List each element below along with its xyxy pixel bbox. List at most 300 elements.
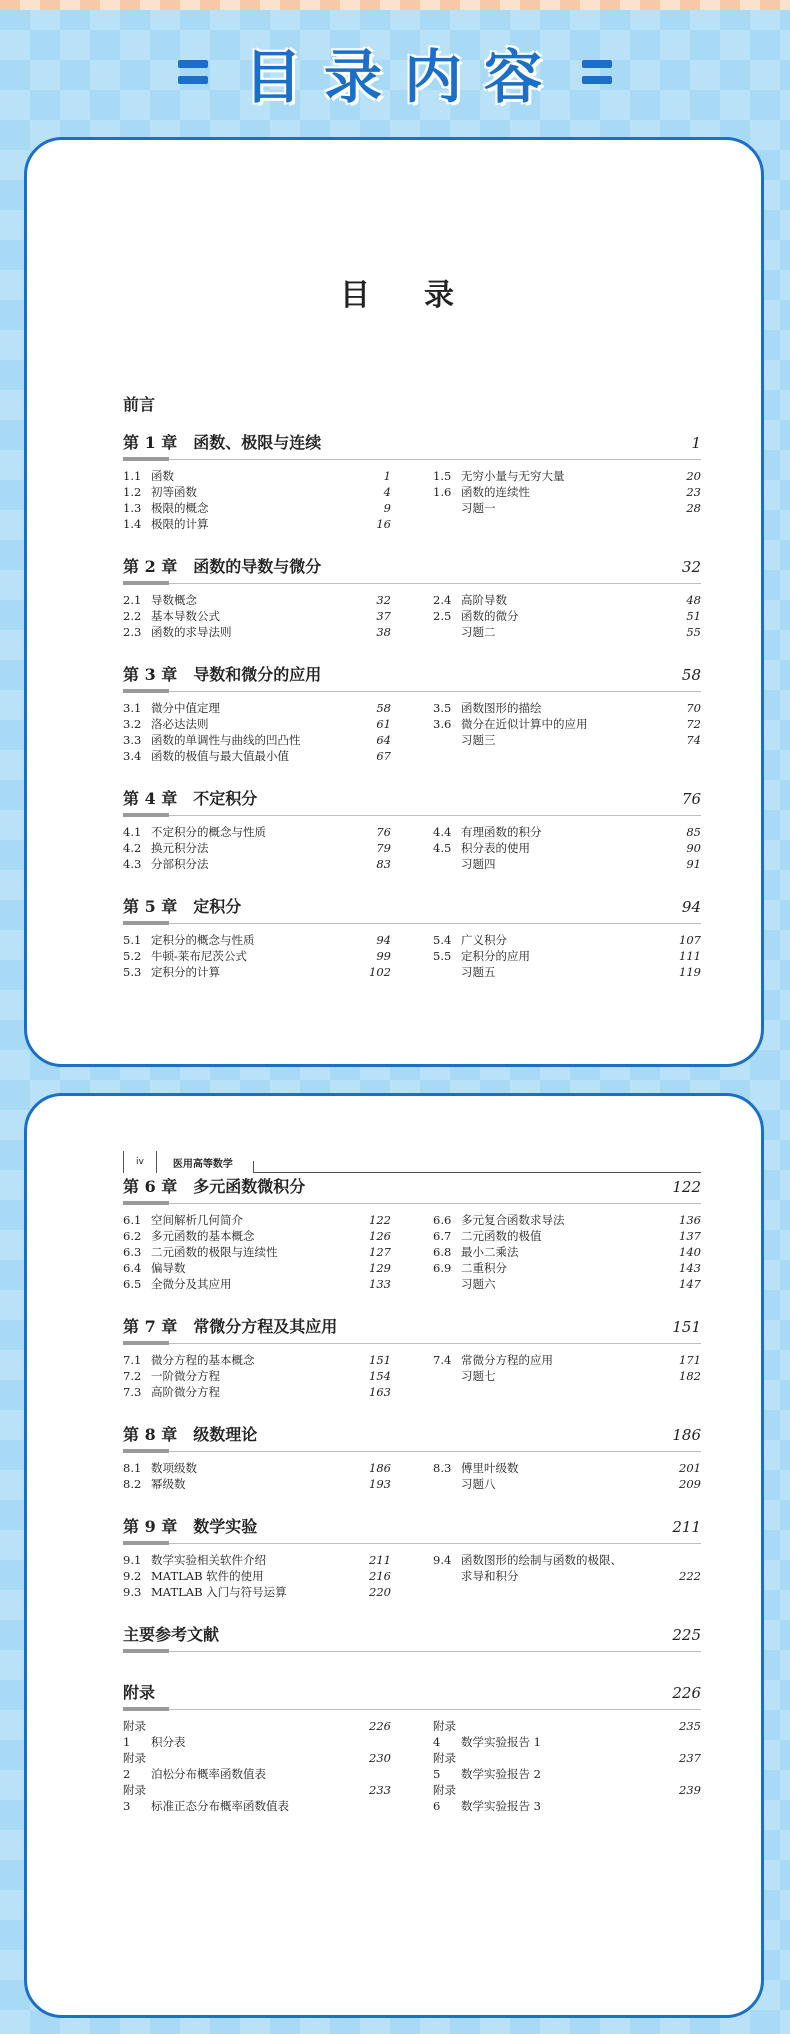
section-title: 习题八	[461, 1477, 496, 1491]
section-label	[123, 516, 209, 532]
section-entry	[433, 840, 701, 856]
section-entry	[123, 732, 391, 748]
section-entry	[433, 592, 701, 608]
section-label	[433, 1212, 565, 1228]
section-label	[433, 948, 530, 964]
section-entry	[433, 500, 701, 516]
section-page: 211	[369, 1553, 391, 1567]
section-label	[123, 1552, 266, 1568]
section-page: 182	[679, 1369, 701, 1383]
chapter-page: 76	[681, 790, 701, 808]
section-number: 2.2	[123, 609, 142, 623]
section-label	[123, 1476, 186, 1492]
chapter-title: 第 1 章 函数、极限与连续	[123, 433, 322, 452]
banner	[0, 32, 790, 112]
section-title: 二重积分	[461, 1261, 507, 1275]
section-label	[433, 856, 496, 872]
section-entry	[433, 856, 701, 872]
section-title: 常微分方程的应用	[461, 1353, 553, 1367]
toc-page-1	[24, 137, 764, 1067]
chapter-block	[123, 894, 701, 980]
section-number: 7.4	[433, 1353, 452, 1367]
section-number: 5.1	[123, 933, 142, 947]
section-title: 函数的连续性	[461, 485, 530, 499]
section-title: 函数图形的描绘	[461, 701, 542, 715]
section-page: 90	[686, 841, 701, 855]
section-title: 多元复合函数求导法	[461, 1213, 565, 1227]
section-number: 6.4	[123, 1261, 142, 1275]
section-entry	[123, 1750, 391, 1782]
section-page: 186	[369, 1461, 391, 1475]
section-label	[433, 1460, 519, 1476]
section-title: 求导和积分	[461, 1569, 519, 1583]
section-page: 38	[376, 625, 391, 639]
top-decorative-strip	[0, 0, 790, 10]
section-label	[433, 732, 496, 748]
section-label	[123, 716, 209, 732]
section-label	[433, 500, 496, 516]
section-number: 4.4	[433, 825, 452, 839]
section-column	[123, 1212, 391, 1292]
chapter-heading	[123, 1680, 701, 1710]
section-title: 二元函数的极值	[461, 1229, 542, 1243]
section-title: 二元函数的极限与连续性	[151, 1245, 278, 1259]
section-number: 1.1	[123, 469, 142, 483]
chapter-heading	[123, 1314, 701, 1344]
section-page: 136	[679, 1213, 701, 1227]
section-title: MATLAB 入门与符号运算	[151, 1585, 287, 1599]
section-entry	[433, 624, 701, 640]
section-page: 237	[679, 1751, 701, 1765]
section-entry	[123, 1476, 391, 1492]
section-title: 数学实验报告 2	[461, 1767, 541, 1781]
section-page: 67	[376, 749, 391, 763]
section-entry	[433, 468, 701, 484]
section-title: 微分中值定理	[151, 701, 220, 715]
section-entry	[433, 1460, 701, 1476]
section-page: 233	[369, 1783, 391, 1797]
section-page: 119	[679, 965, 701, 979]
section-number: 附录 1	[123, 1719, 146, 1749]
section-page: 91	[686, 857, 701, 871]
section-title: 数学实验相关软件介绍	[151, 1553, 266, 1567]
section-number: 6.2	[123, 1229, 142, 1243]
chapter-page: 1	[691, 434, 701, 452]
section-number: 3.5	[433, 701, 452, 715]
section-title: 函数的单调性与曲线的凹凸性	[151, 733, 301, 747]
section-label	[123, 700, 220, 716]
section-entry	[433, 964, 701, 980]
section-entry	[123, 1568, 391, 1584]
section-entry	[433, 1212, 701, 1228]
section-label	[433, 1260, 507, 1276]
section-title: 洛必达法则	[151, 717, 209, 731]
section-page: 151	[369, 1353, 391, 1367]
section-page: 171	[679, 1353, 701, 1367]
section-page: 220	[369, 1585, 391, 1599]
section-title: 导数概念	[151, 593, 197, 607]
section-number: 6.8	[433, 1245, 452, 1259]
section-number: 9.1	[123, 1553, 142, 1567]
chapter-block	[123, 1314, 701, 1400]
section-label	[123, 932, 255, 948]
chapter-title: 第 2 章 函数的导数与微分	[123, 557, 322, 576]
section-title: 数学实验报告 3	[461, 1799, 541, 1813]
section-number: 1.2	[123, 485, 142, 499]
running-head-title: 医用高等数学	[172, 1158, 233, 1170]
section-label	[433, 592, 507, 608]
section-entry	[433, 1368, 701, 1384]
section-number: 1.6	[433, 485, 452, 499]
section-column	[433, 700, 701, 764]
section-label	[123, 840, 209, 856]
section-title: 分部积分法	[151, 857, 209, 871]
right-equals-mark	[582, 60, 612, 84]
section-column	[123, 1460, 391, 1492]
section-page: 143	[679, 1261, 701, 1275]
section-column	[433, 1718, 701, 1814]
section-page: 140	[679, 1245, 701, 1259]
section-label	[123, 592, 197, 608]
section-entry	[123, 1552, 391, 1568]
section-label	[123, 608, 220, 624]
section-label	[123, 748, 289, 764]
section-column	[433, 1212, 701, 1292]
section-column	[123, 824, 391, 872]
chapter-heading	[123, 430, 701, 460]
section-grid	[123, 1552, 701, 1600]
section-page: 61	[376, 717, 391, 731]
chapter-page: 94	[681, 898, 701, 916]
section-page: 83	[376, 857, 391, 871]
section-number: 4.1	[123, 825, 142, 839]
chapter-heading	[123, 1514, 701, 1544]
section-entry	[433, 484, 701, 500]
section-entry	[433, 948, 701, 964]
section-title: 有理函数的积分	[461, 825, 542, 839]
section-page: 127	[369, 1245, 391, 1259]
section-page: 51	[686, 609, 701, 623]
section-entry	[123, 948, 391, 964]
section-entry	[433, 1552, 701, 1568]
section-page: 122	[369, 1213, 391, 1227]
section-number: 3.3	[123, 733, 142, 747]
chapter-heading	[123, 1174, 701, 1204]
section-title: 函数	[151, 469, 174, 483]
section-label	[433, 1568, 519, 1584]
chapter-page: 151	[672, 1318, 701, 1336]
section-label	[123, 824, 266, 840]
section-label	[123, 1244, 278, 1260]
section-page: 222	[679, 1569, 701, 1583]
section-page: 23	[686, 485, 701, 499]
chapter-block	[123, 1680, 701, 1814]
section-entry	[433, 1276, 701, 1292]
section-label	[433, 1244, 519, 1260]
section-label	[433, 1750, 541, 1782]
section-column	[123, 468, 391, 532]
section-title: 函数图形的绘制与函数的极限、	[461, 1553, 622, 1567]
section-page: 193	[369, 1477, 391, 1491]
section-page: 85	[686, 825, 701, 839]
banner-title: 目录内容	[243, 43, 564, 111]
chapter-block	[123, 554, 701, 640]
section-grid	[123, 1460, 701, 1492]
section-title: 习题五	[461, 965, 496, 979]
section-column	[123, 1552, 391, 1600]
section-column	[433, 1352, 701, 1400]
section-grid	[123, 468, 701, 532]
section-entry	[123, 964, 391, 980]
section-number: 附录 3	[123, 1783, 146, 1813]
chapter-heading	[123, 554, 701, 584]
section-label	[433, 716, 588, 732]
chapter-block	[123, 1514, 701, 1600]
section-number: 5.3	[123, 965, 142, 979]
section-entry	[123, 700, 391, 716]
section-entry	[123, 1460, 391, 1476]
section-title: 习题四	[461, 857, 496, 871]
section-grid	[123, 1718, 701, 1814]
section-column	[433, 932, 701, 980]
section-label	[123, 1384, 220, 1400]
section-label	[433, 1552, 622, 1568]
section-title: 一阶微分方程	[151, 1369, 220, 1383]
chapter-page: 226	[672, 1684, 701, 1702]
section-entry	[123, 1584, 391, 1600]
section-number: 1.5	[433, 469, 452, 483]
chapter-page: 122	[672, 1178, 701, 1196]
toc-page-2	[24, 1093, 764, 2018]
section-label	[123, 624, 232, 640]
section-title: 泊松分布概率函数值表	[151, 1767, 266, 1781]
section-column	[123, 700, 391, 764]
section-page: 58	[376, 701, 391, 715]
section-entry	[123, 1212, 391, 1228]
section-number: 5.4	[433, 933, 452, 947]
section-number: 6.5	[123, 1277, 142, 1291]
section-page: 99	[376, 949, 391, 963]
section-page: 20	[686, 469, 701, 483]
section-label	[433, 1352, 553, 1368]
section-entry	[123, 1352, 391, 1368]
section-title: 习题七	[461, 1369, 496, 1383]
section-label	[123, 1368, 220, 1384]
section-grid	[123, 824, 701, 872]
section-number: 6.9	[433, 1261, 452, 1275]
section-entry	[123, 1384, 391, 1400]
section-number: 9.3	[123, 1585, 142, 1599]
section-column	[123, 592, 391, 640]
section-grid	[123, 932, 701, 980]
section-number: 附录 4	[433, 1719, 456, 1749]
section-number: 2.1	[123, 593, 142, 607]
section-entry	[433, 824, 701, 840]
chapter-title: 第 5 章 定积分	[123, 897, 242, 916]
section-label	[123, 1460, 197, 1476]
section-title: 偏导数	[151, 1261, 186, 1275]
section-column	[433, 824, 701, 872]
section-label	[123, 1228, 255, 1244]
section-label	[123, 1782, 289, 1814]
section-label	[123, 948, 247, 964]
section-title: 初等函数	[151, 485, 197, 499]
section-title: 习题二	[461, 625, 496, 639]
section-title: 习题三	[461, 733, 496, 747]
section-entry	[433, 1260, 701, 1276]
section-label	[433, 624, 496, 640]
section-number: 8.2	[123, 1477, 142, 1491]
section-page: 48	[686, 593, 701, 607]
section-number: 2.3	[123, 625, 142, 639]
section-page: 154	[369, 1369, 391, 1383]
chapter-title: 主要参考文献	[123, 1625, 220, 1644]
section-page: 235	[679, 1719, 701, 1733]
chapter-title: 第 9 章 数学实验	[123, 1517, 258, 1536]
section-page: 147	[679, 1277, 701, 1291]
section-title: 高阶导数	[461, 593, 507, 607]
section-label	[433, 1782, 541, 1814]
section-title: 换元积分法	[151, 841, 209, 855]
chapter-title: 附录	[123, 1683, 156, 1702]
section-page: 70	[686, 701, 701, 715]
section-page: 209	[679, 1477, 701, 1491]
chapter-list	[123, 430, 701, 1002]
section-column	[433, 1552, 701, 1600]
section-page: 4	[383, 485, 391, 499]
section-page: 94	[376, 933, 391, 947]
section-title: 不定积分的概念与性质	[151, 825, 266, 839]
section-label	[123, 964, 220, 980]
section-number: 3.6	[433, 717, 452, 731]
section-label	[433, 468, 565, 484]
section-number: 7.1	[123, 1353, 142, 1367]
running-head	[123, 1150, 701, 1174]
section-number: 7.3	[123, 1385, 142, 1399]
section-page: 129	[369, 1261, 391, 1275]
section-number: 8.3	[433, 1461, 452, 1475]
section-page: 76	[376, 825, 391, 839]
section-title: 函数的极值与最大值最小值	[151, 749, 289, 763]
chapter-page: 225	[672, 1626, 701, 1644]
section-label	[433, 700, 542, 716]
section-page: 107	[679, 933, 701, 947]
section-title: 函数的求导法则	[151, 625, 232, 639]
section-number: 附录 2	[123, 1751, 146, 1781]
section-label	[433, 840, 530, 856]
section-grid	[123, 592, 701, 640]
section-column	[433, 592, 701, 640]
section-page: 226	[369, 1719, 391, 1733]
section-title: 积分表	[151, 1735, 186, 1749]
section-label	[433, 932, 507, 948]
left-equals-mark	[178, 60, 208, 84]
section-label	[123, 1718, 186, 1750]
section-entry	[123, 1718, 391, 1750]
section-label	[433, 608, 519, 624]
section-entry	[123, 500, 391, 516]
section-grid	[123, 1352, 701, 1400]
section-number: 9.2	[123, 1569, 142, 1583]
chapter-title: 第 3 章 导数和微分的应用	[123, 665, 322, 684]
section-label	[123, 468, 174, 484]
section-number: 附录 5	[433, 1751, 456, 1781]
section-entry	[433, 1568, 701, 1584]
section-entry	[433, 608, 701, 624]
chapter-heading	[123, 1622, 701, 1652]
section-entry	[123, 1228, 391, 1244]
section-entry	[123, 716, 391, 732]
section-label	[123, 1750, 266, 1782]
section-number: 4.2	[123, 841, 142, 855]
section-title: 积分表的使用	[461, 841, 530, 855]
section-label	[433, 484, 530, 500]
section-title: 牛顿-莱布尼茨公式	[151, 949, 247, 963]
running-head-rule	[253, 1161, 701, 1173]
section-page: 9	[383, 501, 391, 515]
section-number: 附录 6	[433, 1783, 456, 1813]
section-entry	[123, 824, 391, 840]
chapter-title: 第 7 章 常微分方程及其应用	[123, 1317, 338, 1336]
section-label	[433, 1368, 496, 1384]
section-entry	[123, 1782, 391, 1814]
section-page: 72	[686, 717, 701, 731]
section-grid	[123, 700, 701, 764]
section-page: 163	[369, 1385, 391, 1399]
section-entry	[433, 1352, 701, 1368]
section-title: 高阶微分方程	[151, 1385, 220, 1399]
section-number: 3.4	[123, 749, 142, 763]
section-label	[123, 1352, 255, 1368]
references-block	[123, 1622, 701, 1652]
section-page: 37	[376, 609, 391, 623]
section-entry	[433, 700, 701, 716]
section-label	[433, 1476, 496, 1492]
section-label	[123, 1568, 264, 1584]
section-page: 102	[369, 965, 391, 979]
section-title: 微分方程的基本概念	[151, 1353, 255, 1367]
section-entry	[433, 1476, 701, 1492]
chapter-block	[123, 430, 701, 532]
section-title: 数项级数	[151, 1461, 197, 1475]
section-page: 1	[383, 469, 391, 483]
section-page: 137	[679, 1229, 701, 1243]
section-entry	[433, 1244, 701, 1260]
section-title: 极限的概念	[151, 501, 209, 515]
section-label	[433, 964, 496, 980]
chapter-block	[123, 786, 701, 872]
section-title: 最小二乘法	[461, 1245, 519, 1259]
chapter-title: 第 8 章 级数理论	[123, 1425, 258, 1444]
section-label	[123, 1584, 287, 1600]
section-label	[123, 484, 197, 500]
section-entry	[433, 1228, 701, 1244]
section-title: MATLAB 软件的使用	[151, 1569, 264, 1583]
section-number: 6.3	[123, 1245, 142, 1259]
chapter-list	[123, 1174, 701, 1836]
section-number: 2.4	[433, 593, 452, 607]
section-column	[123, 1718, 391, 1814]
chapter-block	[123, 1174, 701, 1292]
section-label	[433, 1228, 542, 1244]
section-entry	[123, 592, 391, 608]
section-number: 6.1	[123, 1213, 142, 1227]
chapter-page: 211	[672, 1518, 701, 1536]
section-page: 230	[369, 1751, 391, 1765]
section-entry	[123, 484, 391, 500]
section-entry	[123, 856, 391, 872]
chapter-block	[123, 1422, 701, 1492]
